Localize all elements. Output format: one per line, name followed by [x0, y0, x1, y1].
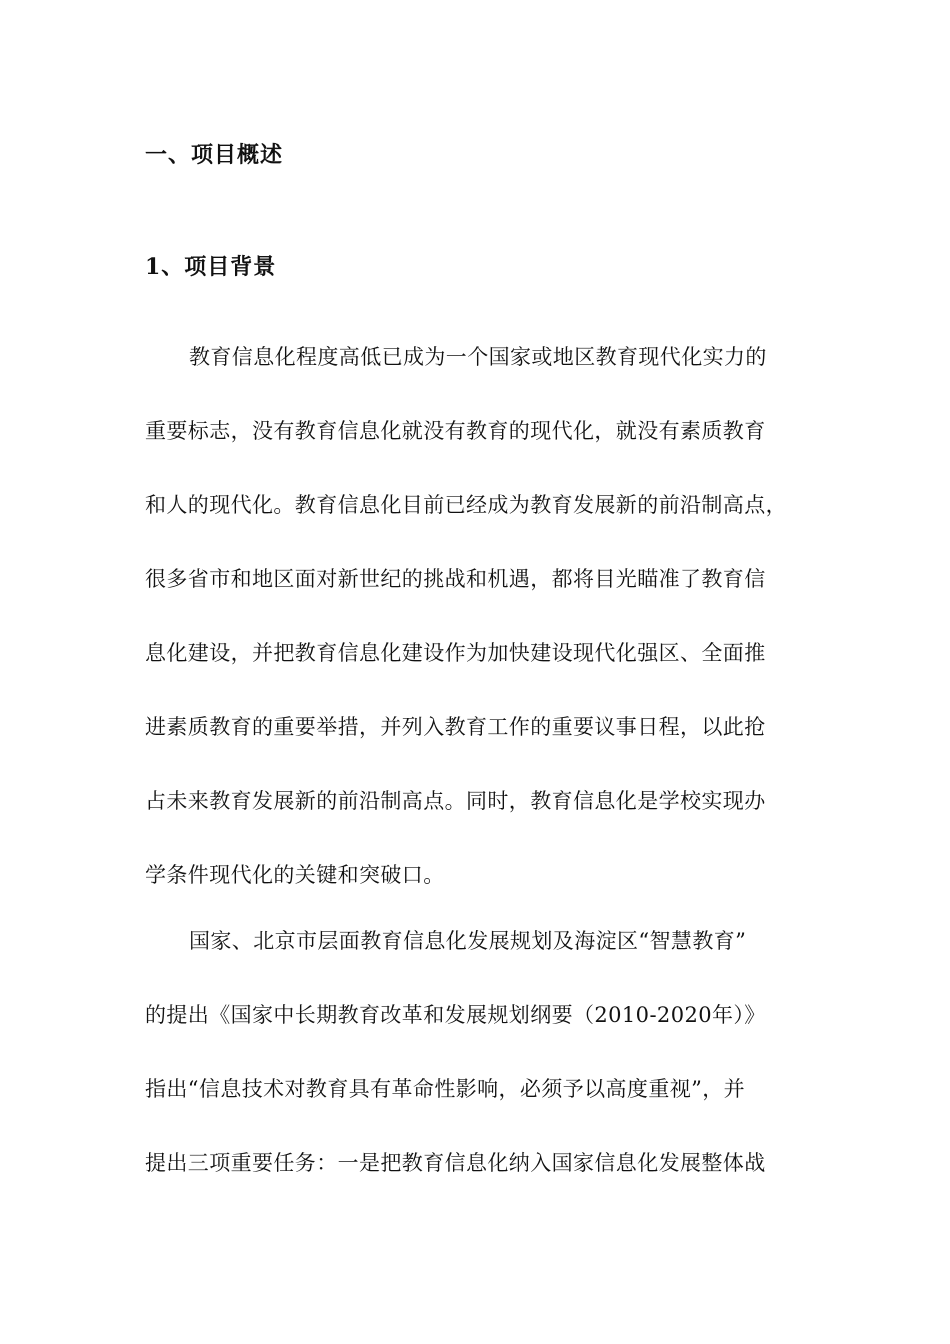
- paragraph-line: 指出“信息技术对教育具有革命性影响，必须予以高度重视”，并: [145, 1077, 746, 1101]
- paragraph-line: 的提出《国家中长期教育改革和发展规划纲要（2010-2020年）》: [145, 1003, 766, 1027]
- paragraph-line: 占未来教育发展新的前沿制高点。同时，教育信息化是学校实现办: [145, 789, 766, 813]
- paragraph-line: 国家、北京市层面教育信息化发展规划及海淀区“智慧教育”: [189, 929, 747, 953]
- paragraph-line: 进素质教育的重要举措，并列入教育工作的重要议事日程，以此抢: [145, 715, 766, 739]
- paragraph-line: 教育信息化程度高低已成为一个国家或地区教育现代化实力的: [189, 345, 767, 369]
- paragraph-line: 提出三项重要任务：一是把教育信息化纳入国家信息化发展整体战: [145, 1151, 766, 1175]
- paragraph-line: 息化建设，并把教育信息化建设作为加快建设现代化强区、全面推: [145, 641, 766, 665]
- paragraph-line: 很多省市和地区面对新世纪的挑战和机遇，都将目光瞄准了教育信: [145, 567, 766, 591]
- paragraph-line: 学条件现代化的关键和突破口。: [145, 863, 445, 887]
- section-heading: 一、项目概述: [145, 142, 284, 168]
- subsection-heading: 1、项目背景: [145, 254, 277, 280]
- paragraph-line: 重要标志，没有教育信息化就没有教育的现代化，就没有素质教育: [145, 419, 766, 443]
- paragraph-line: 和人的现代化。教育信息化目前已经成为教育发展新的前沿制高点，: [145, 493, 787, 517]
